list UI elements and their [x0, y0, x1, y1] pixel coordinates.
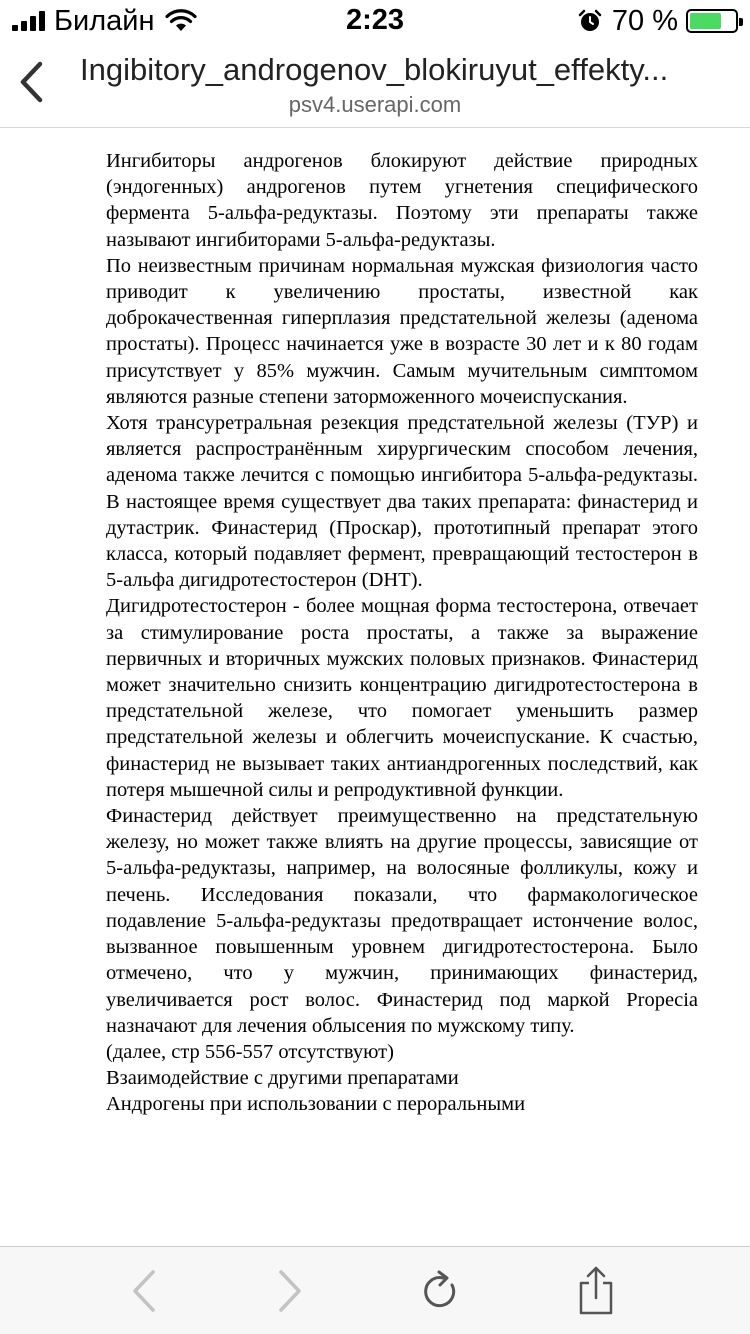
- battery-level-fill: [690, 13, 721, 29]
- battery-cap: [739, 18, 743, 26]
- section-heading: Взаимодействие с другими препаратами: [106, 1067, 459, 1090]
- paragraph-6: (далее, стр 556-557 отсутствуют): [106, 1040, 394, 1063]
- paragraph-5: Финастерид действует преимущественно на предстательную железу, но может также влиять на другие процессы, зависящие от 5-альфа-редуктазы, например, на волосяные фолликулы, кожу и печень. Исследования показали, что фармакологическое подавление 5-альфа-редуктазы предотвращает истончение волос, вызванное повышенным уровнем дигидротестостерона. Было отмечено, что у мужчин, принимающих финастерид, увеличивается рост волос. Финастерид под маркой Propecia назначают для лечения облысения по мужскому типу.: [106, 805, 698, 1037]
- paragraph-1: Ингибиторы андрогенов блокируют действие природных (эндогенных) андрогенов путем угнетения специфического фермента 5-альфа-редуктазы. Поэтому эти препараты также называют ингибиторами 5-альфа-редуктазы.: [106, 150, 698, 251]
- share-icon: [576, 1265, 616, 1317]
- carrier-name: Билайн: [54, 4, 155, 37]
- paragraph-2: По неизвестным причинам нормальная мужская физиология часто приводит к увеличению простаты, известной как доброкачественная гиперплазия предстательной железы (аденома простаты). Процесс начинается уже в возрасте 30 лет и к 80 годам присутствует у 85% мужчин. Самым мучительным симптомом являются разные степени заторможенного мочеиспускания.: [106, 254, 698, 408]
- paragraph-7: Андрогены при использовании с пероральными: [106, 1093, 526, 1116]
- alarm-icon: [578, 9, 602, 33]
- reload-button[interactable]: [412, 1263, 468, 1319]
- paragraph-3: Хотя трансуретральная резекция предстательной железы (ТУР) и является распространённым хирургическим способом лечения, аденома также лечится с помощью ингибитора 5-альфа-редуктазы. В настоящее время существует два таких препарата: финастерид и дутастрик. Финастерид (Проскар), прототипный препарат этого класса, который подавляет фермент, превращающий тестостерон в 5-альфа дигидротестостерон (DHT).: [106, 412, 698, 592]
- back-arrow-button[interactable]: [116, 1263, 172, 1319]
- navigation-bar: [0, 40, 750, 128]
- paragraph-4: Дигидротестостерон - более мощная форма тестостерона, отвечает за стимулирование роста простаты, а также за выражение первичных и вторичных мужских половых признаков. Финастерид может значительно снизить концентрацию дигидротестостерона в предстательной железе, что помогает уменьшить размер предстательной железы и облегчить мочеиспускание. К счастью, финастерид не вызывает таких антиандрогенных последствий, как потеря мышечной силы и репродуктивной функции.: [106, 595, 698, 801]
- forward-arrow-button[interactable]: [262, 1263, 318, 1319]
- battery-icon: [686, 9, 738, 33]
- status-right: [578, 6, 738, 36]
- document-text: [106, 148, 698, 1118]
- document-viewer[interactable]: [0, 129, 750, 1246]
- status-bar: [0, 0, 750, 40]
- status-time: 2:23: [345, 4, 405, 36]
- back-arrow-icon: [129, 1268, 159, 1314]
- page-domain: psv4.userapi.com: [288, 92, 462, 117]
- bottom-toolbar: [0, 1246, 750, 1334]
- forward-arrow-icon: [275, 1268, 305, 1314]
- reload-icon: [419, 1268, 461, 1314]
- page-title: Ingibitory_androgenov_blokiruyut_effekty...: [80, 52, 669, 87]
- share-button[interactable]: [568, 1263, 624, 1319]
- battery-percent: 70 %: [611, 4, 678, 37]
